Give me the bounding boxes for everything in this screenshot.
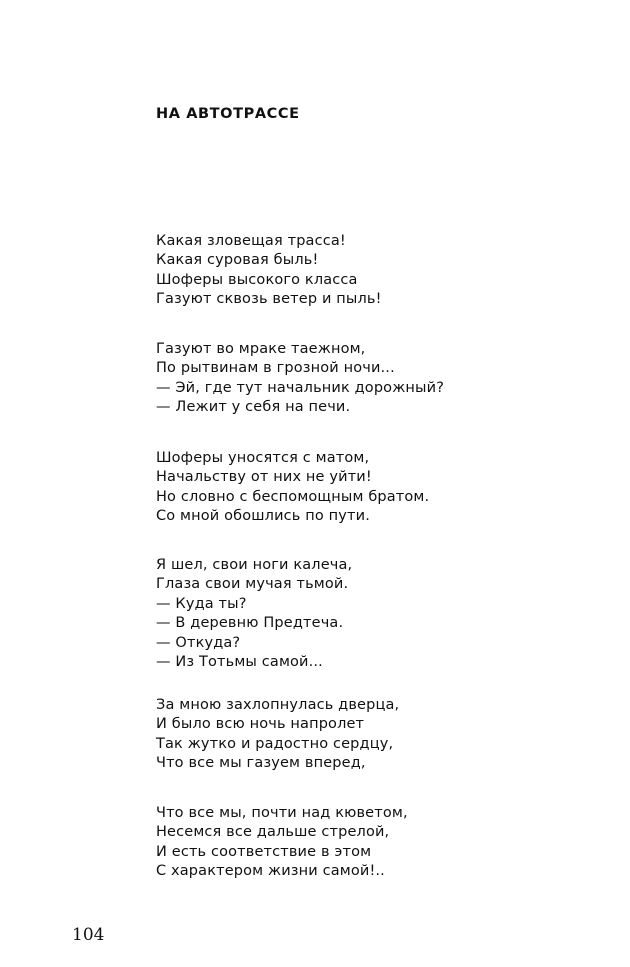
poem-line: — Эй, где тут начальник дорожный? (156, 379, 445, 396)
poem-line: Со мной обошлись по пути. (156, 508, 370, 525)
stanza-2 (156, 340, 444, 418)
stanza-4 (156, 556, 352, 672)
poem-line: Что все мы газуем вперед, (156, 755, 366, 772)
poem-line: По рытвинам в грозной ночи... (156, 360, 395, 377)
stanza-3 (156, 449, 429, 527)
poem-line: За мною захлопнулась дверца, (156, 697, 400, 713)
poem-line: Какая зловещая трасса! (156, 233, 346, 249)
poem-line: — Откуда? (156, 634, 241, 651)
poem-line: Что все мы, почти над кюветом, (156, 805, 408, 821)
poem-line: Шоферы уносятся с матом, (156, 450, 370, 466)
poem-line: — Лежит у себя на печи. (156, 399, 351, 416)
page-number: 104 (72, 925, 105, 945)
poem-line: Глаза свои мучая тьмой. (156, 576, 349, 593)
poem-line: — Куда ты? (156, 595, 247, 612)
stanza-5 (156, 696, 399, 774)
poem-line: Какая суровая быль! (156, 252, 319, 269)
poem-title: НА АВТОТРАССЕ (156, 106, 300, 122)
poem-line: Несемся все дальше стрелой, (156, 824, 390, 841)
poem-line: Но словно с беспомощным братом. (156, 488, 430, 505)
poem-line: И было всю ночь напролет (156, 716, 365, 733)
stanza-1 (156, 232, 382, 310)
poem-line: Так жутко и радостно сердцу, (156, 735, 394, 752)
stanza-6 (156, 804, 408, 882)
poem-line: Начальству от них не уйти! (156, 469, 372, 486)
poem-line: Газуют во мраке таежном, (156, 341, 366, 357)
poem-line: — Из Тотьмы самой... (156, 654, 323, 671)
poem-line: И есть соответствие в этом (156, 843, 372, 860)
poem-line: С характером жизни самой!.. (156, 863, 385, 880)
poem-line: Газуют сквозь ветер и пыль! (156, 291, 382, 308)
poem-line: Шоферы высокого класса (156, 271, 358, 288)
poem-line: — В деревню Предтеча. (156, 615, 344, 632)
poem-line: Я шел, свои ноги калеча, (156, 557, 353, 573)
